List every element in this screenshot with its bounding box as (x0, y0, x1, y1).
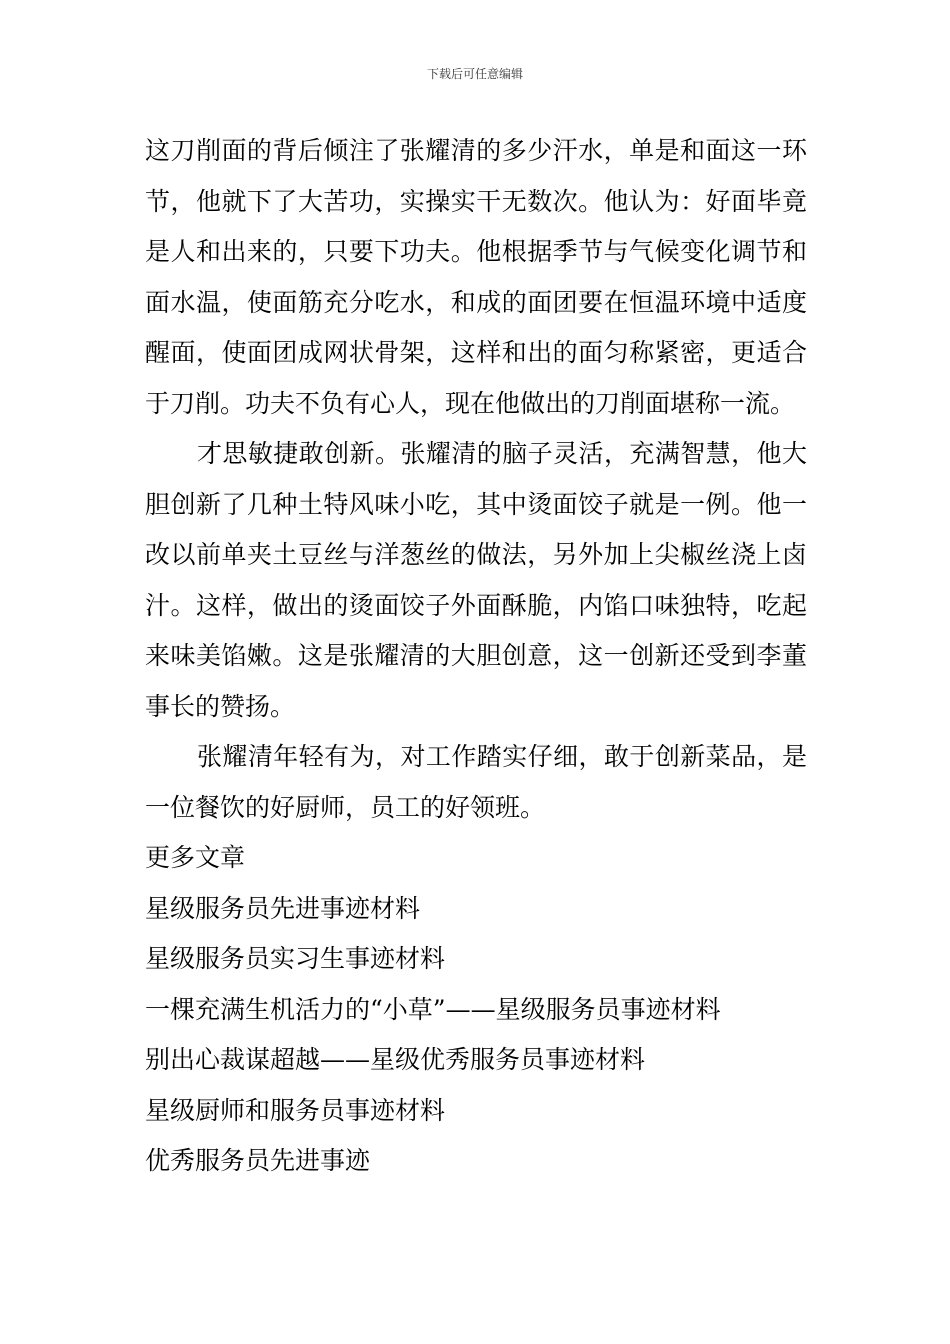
more-articles-section (145, 833, 807, 1187)
page-header: 下载后可任意编辑 (426, 67, 523, 81)
list-item (145, 934, 807, 985)
more-articles-title: 更多文章 (145, 843, 246, 872)
article-paragraph-1: 这刀削面的背后倾注了张耀清的多少汗水，单是和面这一环节，他就下了大苦功，实操实干无数次。他认为：好面毕竟是人和出来的，只要下功夫。他根据季节与气候变化调节和面水温，使面筋充分吃水，和成的面团要在恒温环境中适度醒面，使面团成网状骨架，这样和出的面匀称紧密，更适合于刀削。功夫不负有心人，现在他做出的刀削面堪称一流。 (145, 136, 807, 418)
article-link-4[interactable]: 别出心裁谋超越——星级优秀服务员事迹材料 (145, 1045, 646, 1074)
article-link-1[interactable]: 星级服务员先进事迹材料 (145, 893, 421, 923)
document-body (145, 126, 807, 1187)
more-articles-list (145, 884, 807, 1187)
list-item (145, 1136, 807, 1187)
list-item (145, 985, 807, 1036)
article-link-5[interactable]: 星级厨师和服务员事迹材料 (145, 1095, 446, 1125)
article-link-2[interactable]: 星级服务员实习生事迹材料 (145, 944, 446, 973)
article-link-3[interactable]: 一棵充满生机活力的“小草”——星级服务员事迹材料 (145, 994, 721, 1024)
article-link-6[interactable]: 优秀服务员先进事迹 (145, 1146, 371, 1175)
list-item (145, 884, 807, 935)
list-item (145, 1035, 807, 1086)
article-paragraph-3: 张耀清年轻有为，对工作踏实仔细，敢于创新菜品，是一位餐饮的好厨师，员工的好领班。 (145, 742, 807, 822)
list-item (145, 1086, 807, 1137)
article-paragraph-2: 才思敏捷敢创新。张耀清的脑子灵活，充满智慧，他大胆创新了几种土特风味小吃，其中烫面饺子就是一例。他一改以前单夹土豆丝与洋葱丝的做法，另外加上尖椒丝浇上卤汁。这样，做出的烫面饺子外面酥脆，内馅口味独特，吃起来味美馅嫩。这是张耀清的大胆创意，这一创新还受到李董事长的赞扬。 (145, 439, 807, 721)
